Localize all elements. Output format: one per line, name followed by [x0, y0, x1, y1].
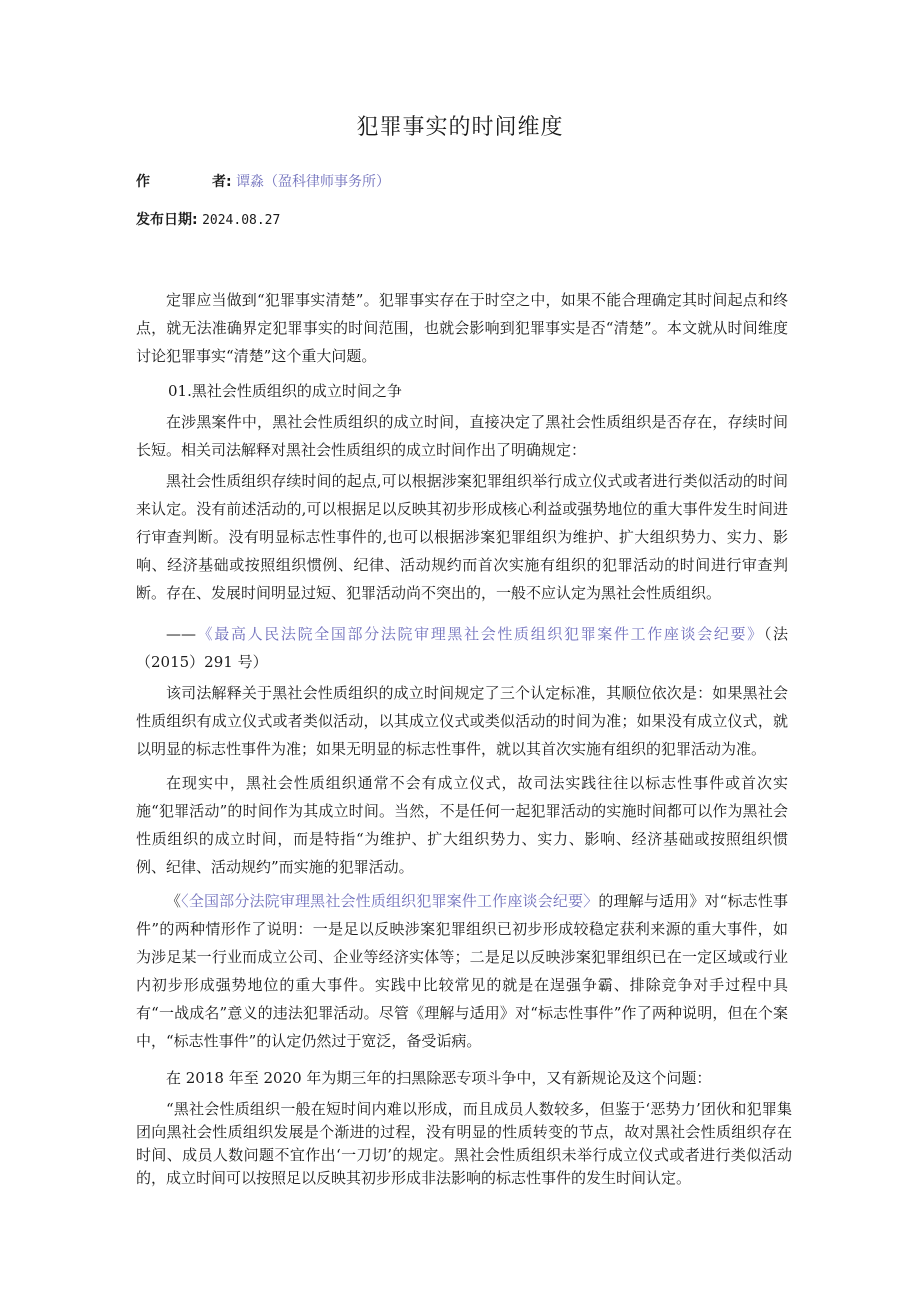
paragraph-1: 在涉黑案件中，黑社会性质组织的成立时间，直接决定了黑社会性质组织是否存在，存续时间长短。相关司法解释对黑社会性质组织的成立时间作出了明确规定： — [136, 413, 788, 459]
date-label: 发布日期: — [136, 212, 198, 228]
citation-suffix: （法（2015）291 号） — [136, 625, 788, 671]
citation-dash: —— — [166, 625, 196, 643]
interpretation-link[interactable]: 〈全国部分法院审理黑社会性质组织犯罪案件工作座谈会纪要〉 — [181, 892, 599, 910]
paragraph-3: 该司法解释关于黑社会性质组织的成立时间规定了三个认定标准，其顺位依次是：如果黑社会性质组织有成立仪式或者类似活动，以其成立仪式或类似活动的时间为准；如果没有成立仪式，就以明显的标志性事件为准；如果无明显的标志性事件，就以其首次实施有组织的犯罪活动为准。 — [136, 684, 788, 758]
section-number: 01. — [168, 382, 192, 400]
paragraph-6: 在 2018 年至 2020 年为期三年的扫黑除恶专项斗争中，又有新规论及这个问题： — [166, 1069, 712, 1087]
paragraph-4: 在现实中，黑社会性质组织通常不会有成立仪式，故司法实践往往以标志性事件或首次实施“犯罪活动”的时间作为其成立时间。当然，不是任何一起犯罪活动的实施时间都可以作为黑社会性质组织的成立时间，而是特指“为维护、扩大组织势力、实力、影响、经济基础或按照组织惯例、纪律、活动规约”而实施的犯罪活动。 — [136, 774, 788, 876]
author-name-link[interactable]: 谭淼（盈科律师事务所） — [236, 174, 391, 190]
section-heading-1 — [168, 380, 402, 401]
regulation-excerpt: 黑社会性质组织存续时间的起点,可以根据涉案犯罪组织举行成立仪式或者进行类似活动的时间来认定。没有前述活动的,可以根据足以反映其初步形成核心利益或强势地位的重大事件发生时间进行审查判断。没有明显标志性事件的,也可以根据涉案犯罪组织为维护、扩大组织势力、实力、影响、经济基础或按照组织惯例、纪律、活动规约而首次实施有组织的犯罪活动的时间进行审查判断。存在、发展时间明显过短、犯罪活动尚不突出的，一般不应认定为黑社会性质组织。 — [136, 472, 788, 602]
author-line — [136, 171, 390, 191]
publish-date: 2024.08.27 — [202, 213, 281, 228]
citation-link[interactable]: 《最高人民法院全国部分法院审理黑社会性质组织犯罪案件工作座谈会纪要》 — [196, 625, 764, 643]
article-title: 犯罪事实的时间维度 — [356, 115, 564, 140]
intro-paragraph: 定罪应当做到“犯罪事实清楚”。犯罪事实存在于时空之中，如果不能合理确定其时间起点和终点，就无法准确界定犯罪事实的时间范围，也就会影响到犯罪事实是否“清楚”。本文就从时间维度讨论犯罪事实“清楚”这个重大问题。 — [136, 291, 788, 365]
section-title: 黑社会性质组织的成立时间之争 — [191, 382, 402, 400]
citation — [136, 620, 788, 676]
quoted-regulation: “黑社会性质组织一般在短时间内难以形成，而且成员人数较多，但鉴于‘恶势力’团伙和犯罪集团向黑社会性质组织发展是个渐进的过程，没有明显的性质转变的节点，故对黑社会性质组织存在时间、成员人数问题不宜作出‘一刀切’的规定。黑社会性质组织未举行成立仪式或者进行类似活动的，成立时间可以按照足以反映其初步形成非法影响的标志性事件的发生时间认定。 — [136, 1100, 792, 1187]
date-line — [136, 209, 280, 229]
paragraph-5: 《〈全国部分法院审理黑社会性质组织犯罪案件工作座谈会纪要〉的理解与适用》对“标志性事件”的两种情形作了说明：一是足以反映涉案犯罪组织已初步形成较稳定获利来源的重大事件，如为涉足某一行业而成立公司、企业等经济实体等；二是足以反映涉案犯罪组织已在一定区域或行业内初步形成强势地位的重大事件。实践中比较常见的就是在逞强争霸、排除竞争对手过程中具有“一战成名”意义的违法犯罪活动。尽管《理解与适用》对“标志性事件”作了两种说明，但在个案中，“标志性事件”的认定仍然过于宽泛，备受诟病。 — [136, 892, 788, 1050]
author-label: 作 者: — [136, 174, 232, 190]
